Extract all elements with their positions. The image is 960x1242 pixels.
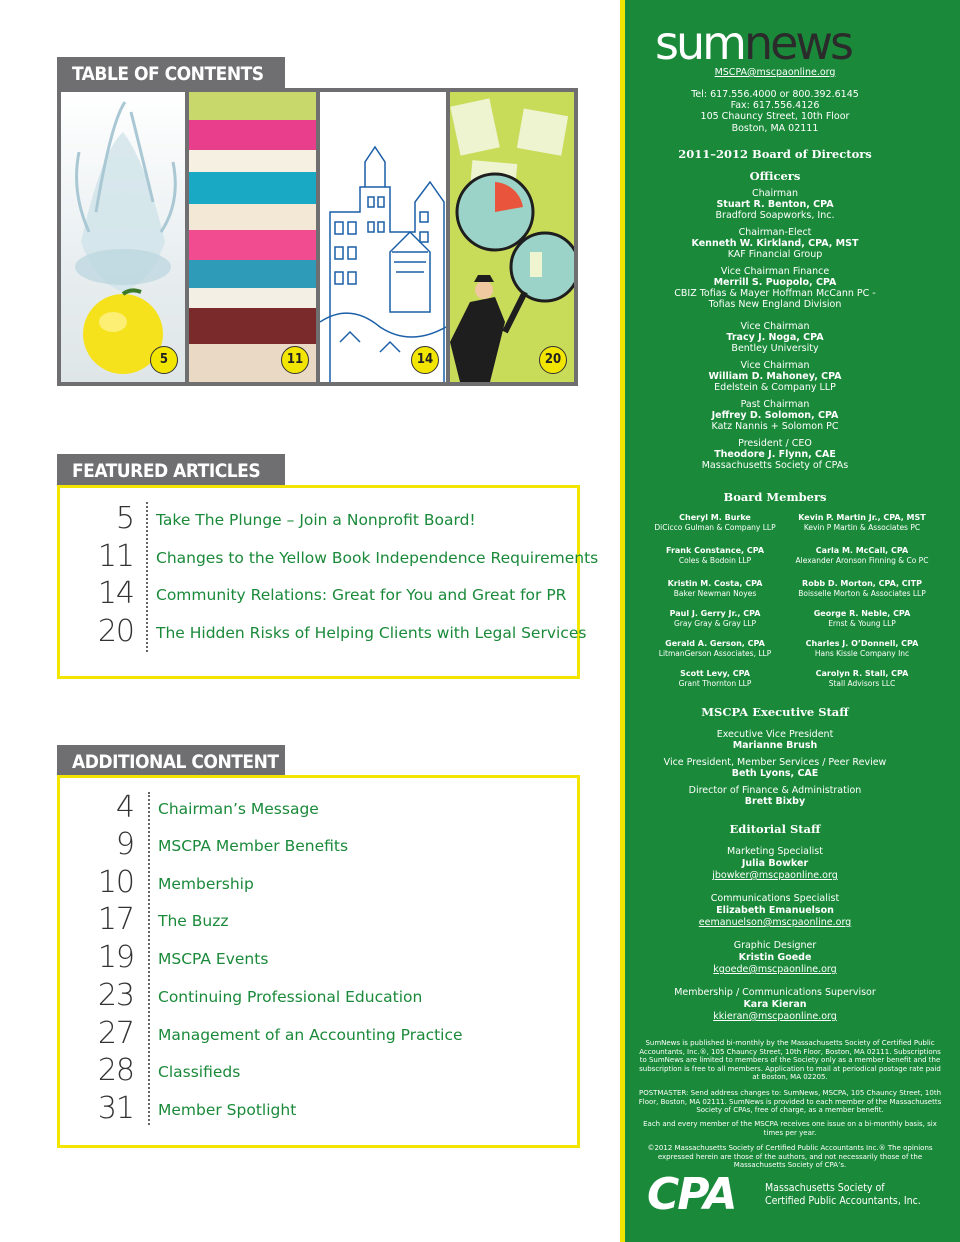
content-title: Continuing Professional Education	[158, 988, 423, 1006]
additional-heading-tab	[57, 745, 285, 777]
officer-org-line2: Tofias New England Division	[708, 299, 842, 310]
toc-thumbnails	[57, 88, 578, 386]
article-title: Changes to the Yellow Book Independence Requirements	[156, 549, 599, 567]
editorial-role: Communications Specialist	[710, 893, 840, 904]
page-number: 19	[97, 940, 134, 975]
officer-org: Bentley University	[731, 343, 819, 354]
postmaster-notice: POSTMASTER: Send address changes to: SumNews, MSCPA, 105 Chauncy Street, 10th Floor, Boston, MA 02111. SumNews is provided to each member of the Massachusetts Society of CPAs, free of charge, as a member benefit.	[638, 1089, 942, 1115]
board-member: Frank Constance, CPA Coles & Bodoin LLP	[665, 546, 765, 565]
featured-item[interactable]	[60, 500, 577, 538]
page-number: 31	[97, 1091, 134, 1126]
article-title: Community Relations: Great for You and Great for PR	[156, 586, 567, 604]
board-member: Robb D. Morton, CPA, CITP Boisselle Morton & Associates LLP	[798, 579, 926, 598]
officer-name: Stuart R. Benton, CPA	[716, 199, 834, 210]
additional-item[interactable]	[60, 939, 577, 977]
officer-role: Vice Chairman	[740, 321, 810, 332]
editorial-name: Elizabeth Emanuelson	[716, 905, 834, 916]
article-title: Take The Plunge – Join a Nonprofit Board!	[156, 511, 476, 529]
officer-org: KAF Financial Group	[727, 249, 823, 260]
additional-item[interactable]	[60, 789, 577, 827]
lemon-splash-illustration	[61, 92, 185, 382]
officer-org: Bradford Soapworks, Inc.	[715, 210, 835, 221]
exec-role: Executive Vice President	[716, 729, 834, 740]
featured-heading-tab	[57, 454, 285, 486]
magnifier-illustration	[450, 92, 574, 382]
content-title: Classifieds	[158, 1063, 241, 1081]
contact-street: 105 Chauncy Street, 10th Floor	[700, 111, 850, 122]
officer-name: Tracy J. Noga, CPA	[726, 332, 824, 343]
officer-name: Kenneth W. Kirkland, CPA, MST	[691, 238, 859, 249]
editorial-role: Graphic Designer	[733, 940, 817, 951]
masthead-email-link[interactable]: MSCPA@mscpaonline.org	[714, 67, 836, 78]
thumbnail-page-5[interactable]	[61, 92, 185, 382]
board-member: Scott Levy, CPA Grant Thornton LLP	[678, 669, 752, 688]
officer-role: Vice Chairman Finance	[720, 266, 830, 277]
exec-name: Beth Lyons, CAE	[731, 768, 819, 779]
page-number: 27	[97, 1016, 134, 1051]
featured-item[interactable]	[60, 575, 577, 613]
page-badge: 20	[539, 346, 567, 374]
contact-city: Boston, MA 02111	[731, 123, 819, 134]
officer-role: Vice Chairman	[740, 360, 810, 371]
page-number: 20	[97, 614, 134, 649]
additional-heading: ADDITIONAL CONTENT	[72, 751, 279, 773]
page-number: 10	[97, 865, 134, 900]
officer-role: Chairman	[752, 188, 798, 199]
editorial-name: Kara Kieran	[743, 999, 807, 1010]
page-number: 23	[97, 978, 134, 1013]
page-badge: 11	[281, 346, 309, 374]
officer-name: Theodore J. Flynn, CAE	[714, 449, 836, 460]
masthead-column	[625, 0, 960, 1242]
board-member: Cheryl M. Burke DiCicco Gulman & Company LLP	[654, 513, 776, 532]
board-member: Carolyn R. Stall, CPA Stall Advisors LLC	[815, 669, 909, 688]
board-heading: 2011–2012 Board of Directors	[678, 147, 872, 161]
page-badge: 14	[411, 346, 439, 374]
society-name-line1: Massachusetts Society of	[765, 1182, 885, 1194]
copyright-notice: ©2012 Massachusetts Society of Certified Public Accountants Inc.® The opinions expressed herein are those of the authors, and not necessarily those of the Massachusetts Society of CPA’s.	[647, 1144, 933, 1170]
officer-org: Katz Nannis + Solomon PC	[711, 421, 839, 432]
officer-role: Chairman-Elect	[738, 227, 812, 238]
toc-heading: TABLE OF CONTENTS	[72, 63, 264, 85]
page-number: 11	[97, 539, 134, 574]
additional-item[interactable]	[60, 1090, 577, 1128]
logo-news: news	[743, 16, 851, 70]
additional-item[interactable]	[60, 1015, 577, 1053]
officers-heading: Officers	[749, 169, 801, 183]
editorial-staff-heading: Editorial Staff	[729, 822, 821, 836]
featured-item[interactable]	[60, 538, 599, 576]
officer-role: Past Chairman	[740, 399, 810, 410]
additional-item[interactable]	[60, 901, 577, 939]
contact-phone: Tel: 617.556.4000 or 800.392.6145	[691, 89, 859, 100]
sumnews-logo	[655, 18, 915, 68]
officer-name: Merrill S. Puopolo, CPA	[713, 277, 837, 288]
thumbnail-page-11[interactable]	[189, 92, 316, 382]
board-member: Kevin P. Martin Jr., CPA, MST Kevin P Martin & Associates PC	[798, 513, 926, 532]
content-title: MSCPA Member Benefits	[158, 837, 349, 855]
featured-articles-box	[57, 485, 599, 679]
contact-fax: Fax: 617.556.4126	[730, 100, 820, 111]
editorial-email-link[interactable]: jbowker@mscpaonline.org	[712, 870, 838, 881]
page-badge: 5	[150, 346, 178, 374]
exec-staff-heading: MSCPA Executive Staff	[701, 705, 849, 719]
thumbnail-page-14[interactable]	[320, 92, 446, 382]
logo-sum: sum	[655, 16, 744, 70]
content-title: Member Spotlight	[158, 1101, 297, 1119]
board-member: Kristin M. Costa, CPA Baker Newman Noyes	[667, 579, 763, 598]
society-name-line2: Certified Public Accountants, Inc.	[765, 1195, 921, 1207]
additional-item[interactable]	[60, 864, 577, 902]
frequency-notice: Each and every member of the MSCPA receives one issue on a bi-monthly basis, six times per year.	[643, 1120, 937, 1137]
content-title: Membership	[158, 875, 254, 893]
article-title: The Hidden Risks of Helping Clients with Legal Services	[156, 624, 587, 642]
officer-role: President / CEO	[738, 438, 812, 449]
featured-heading: FEATURED ARTICLES	[72, 460, 261, 482]
editorial-role: Membership / Communications Supervisor	[674, 987, 876, 998]
board-member: Paul J. Gerry Jr., CPA Gray Gray & Gray LLP	[669, 609, 761, 628]
toc-heading-tab	[57, 57, 285, 89]
editorial-name: Julia Bowker	[741, 858, 809, 869]
publication-notice: SumNews is published bi-monthly by the Massachusetts Society of Certified Public Accountants, Inc.®, 105 Chauncy Street, 10th Floor, Boston, MA 02111. Subscriptions to SumNews are limited to members of the Society only as a member benefit and the subscription is free to all members. Application to mail at periodical postage rate paid at Boston, MA 02205.	[639, 1039, 941, 1082]
exec-role: Director of Finance & Administration	[688, 785, 862, 796]
editorial-email-link[interactable]: kkieran@mscpaonline.org	[713, 1011, 837, 1022]
cpa-wordmark: CPA	[647, 1169, 736, 1220]
additional-item[interactable]	[60, 977, 577, 1015]
officer-name: Jeffrey D. Solomon, CPA	[711, 410, 839, 421]
board-member: George R. Neble, CPA Ernst & Young LLP	[813, 609, 911, 628]
content-title: Chairman’s Message	[158, 800, 319, 818]
officer-org: CBIZ Tofias & Mayer Hoffman McCann PC -	[674, 288, 876, 299]
board-member: Charles J. O’Donnell, CPA Hans Kissle Company Inc	[805, 639, 919, 658]
page-number: 9	[115, 827, 134, 862]
content-title: Management of an Accounting Practice	[158, 1026, 463, 1044]
town-sketch-illustration	[320, 92, 446, 382]
society-name	[765, 1182, 921, 1208]
exec-role: Vice President, Member Services / Peer Review	[663, 757, 887, 768]
mscpa-logo	[647, 1169, 937, 1222]
officer-org: Massachusetts Society of CPAs	[701, 460, 849, 471]
page-number: 4	[115, 790, 134, 825]
featured-item[interactable]	[60, 613, 587, 651]
editorial-role: Marketing Specialist	[727, 846, 823, 857]
board-members-heading: Board Members	[723, 490, 827, 504]
content-title: The Buzz	[158, 912, 229, 930]
officer-name: William D. Mahoney, CPA	[708, 371, 842, 382]
books-illustration	[189, 92, 316, 382]
additional-content-box	[57, 775, 580, 1148]
page-number: 28	[97, 1053, 134, 1088]
exec-name: Brett Bixby	[744, 796, 806, 807]
board-member: Carla M. McCall, CPA Alexander Aronson Finning & Co PC	[795, 546, 929, 565]
additional-item[interactable]	[60, 1052, 577, 1090]
editorial-name: Kristin Goede	[738, 952, 812, 963]
page-number: 17	[97, 902, 134, 937]
additional-item[interactable]	[60, 826, 577, 864]
page-number: 14	[97, 576, 134, 611]
content-title: MSCPA Events	[158, 950, 269, 968]
editorial-email-link[interactable]: kgoede@mscpaonline.org	[713, 964, 837, 975]
board-member: Gerald A. Gerson, CPA LitmanGerson Associates, LLP	[658, 639, 772, 658]
thumbnail-page-20[interactable]	[450, 92, 574, 382]
page-number: 5	[115, 501, 134, 536]
editorial-email-link[interactable]: eemanuelson@mscpaonline.org	[698, 917, 852, 928]
officer-org: Edelstein & Company LLP	[714, 382, 836, 393]
exec-name: Marianne Brush	[732, 740, 818, 751]
